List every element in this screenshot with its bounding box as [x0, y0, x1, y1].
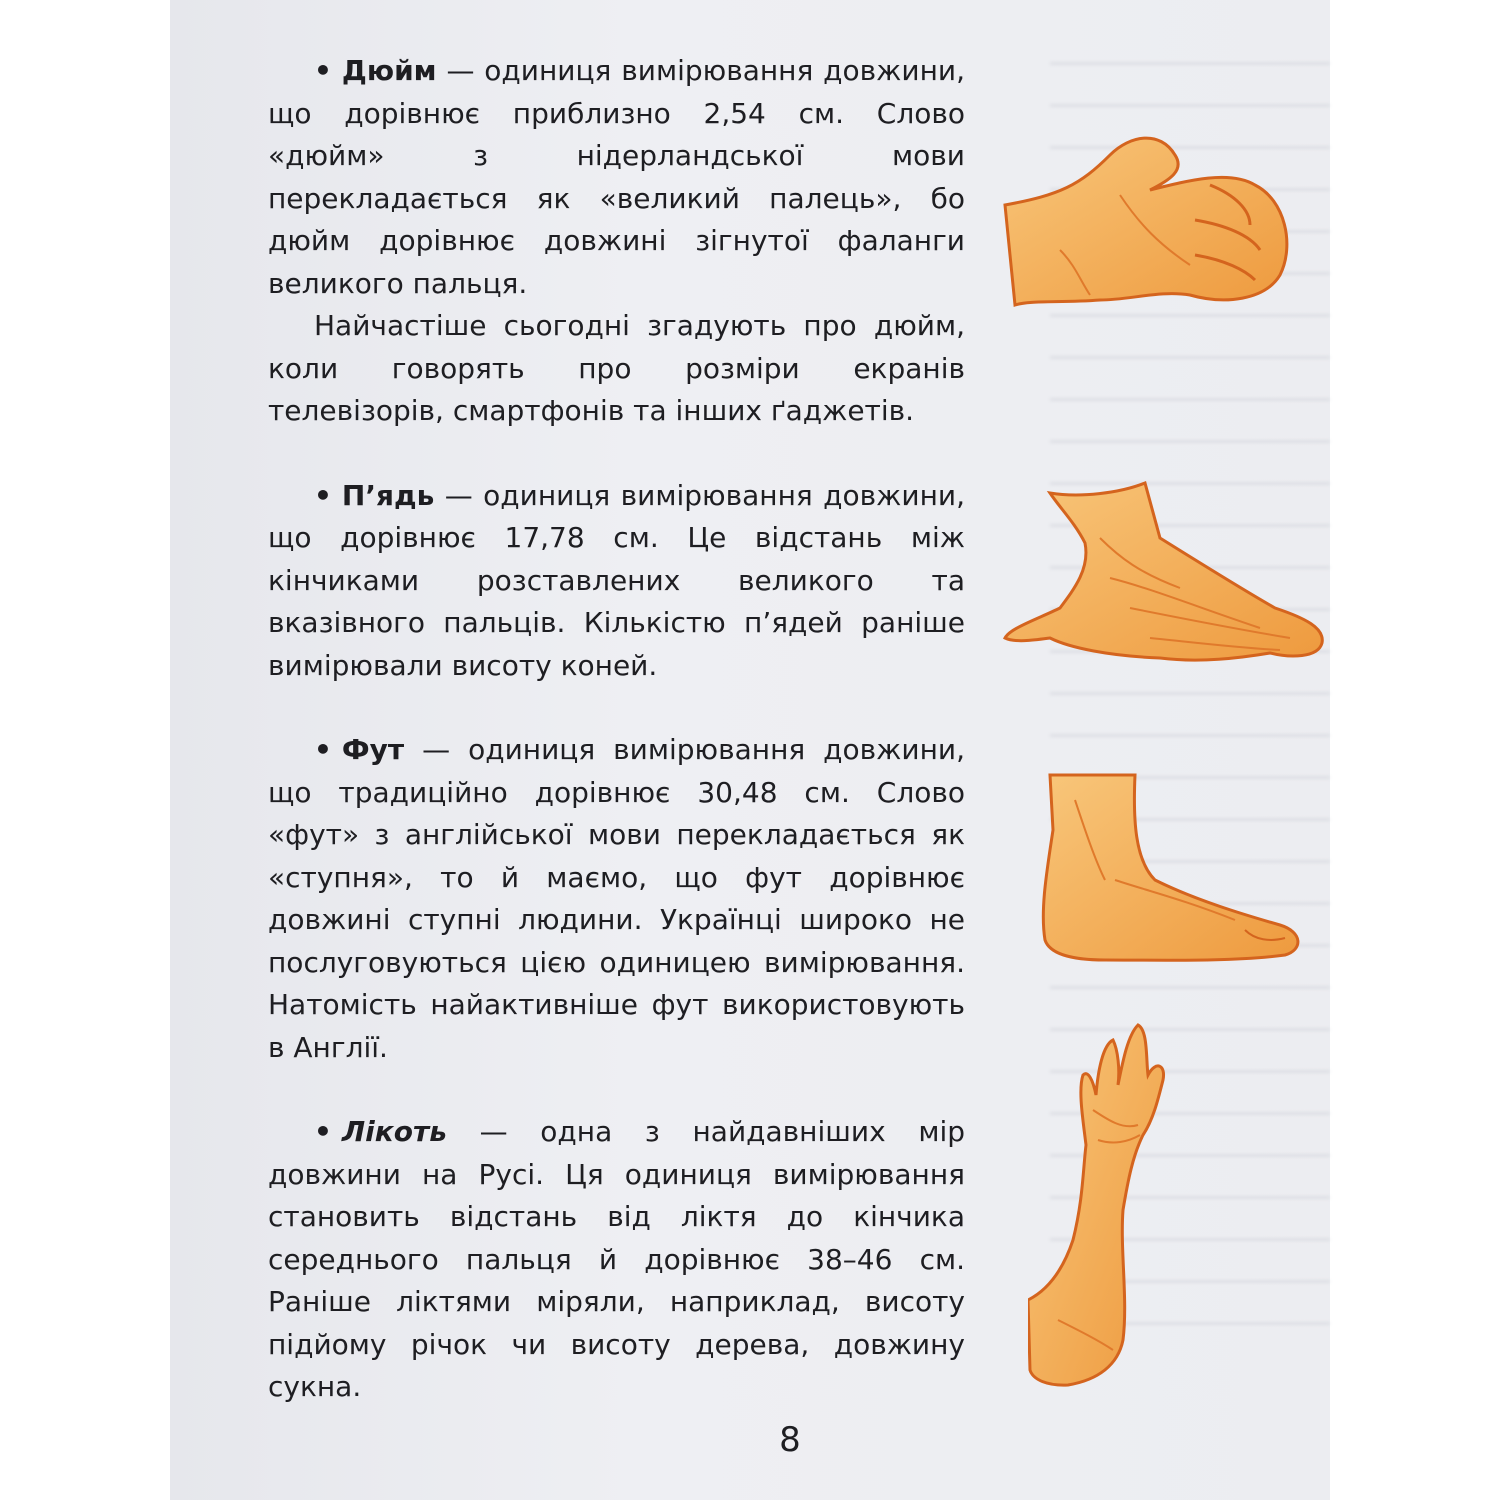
paragraph-inch-usage: Найчастіше сьогодні згадують про дюйм, коли говорять про розміри екранів телевізорів, смартфонів та інших ґаджетів.	[268, 309, 965, 427]
bullet-dot: •	[314, 733, 332, 766]
page-number: 8	[779, 1420, 801, 1460]
term-foot: Фут	[341, 733, 405, 766]
entry-foot	[268, 729, 965, 1069]
definition-span: — одиниця вимірювання довжини, що дорівнює 17,78 см. Це відстань між кінчиками розставлених великого та вказівного пальців. Кількістю п’ядей раніше вимірювали висоту коней.	[268, 478, 965, 682]
term-span: П’ядь	[341, 478, 435, 512]
bullet-dot: •	[314, 1115, 332, 1148]
definition-foot: — одиниця вимірювання довжини, що традиційно дорівнює 30,48 см. Слово «фут» з англійської мови перекладається як «ступня», то й маємо, що фут дорівнює довжині ступні людини. Українці широко не послуговуються цією одиницею вимірювання. Натомість найактивніше фут використовують в Англії.	[268, 733, 965, 1064]
body-text	[268, 50, 965, 1409]
term-cubit: Лікоть	[341, 1115, 447, 1148]
definition-cubit: — одна з найдавніших мір довжини на Русі. Ця одиниця вимірювання становить відстань від ліктя до кінчика середнього пальця й дорівнює 38–46 см. Раніше ліктями міряли, наприклад, висоту підйому річок чи висоту дерева, довжину сукна.	[268, 1115, 965, 1403]
bullet-dot: •	[314, 478, 332, 512]
entry-cubit	[268, 1111, 965, 1409]
span-hand-illustration	[1000, 478, 1330, 678]
forearm-cubit-illustration	[1028, 1020, 1178, 1390]
bullet-dot: •	[314, 54, 332, 87]
term-inch: Дюйм	[341, 54, 437, 87]
entry-span	[268, 475, 965, 688]
thumb-inch-hand-illustration	[1000, 125, 1300, 315]
foot-illustration	[1035, 770, 1305, 965]
entry-inch	[268, 50, 965, 305]
definition-inch: — одиниця вимірювання довжини, що дорівнює приблизно 2,54 см. Слово «дюйм» з нідерландської мови перекладається як «великий палець», бо дюйм дорівнює довжині зігнутої фаланги великого пальця.	[268, 54, 965, 300]
